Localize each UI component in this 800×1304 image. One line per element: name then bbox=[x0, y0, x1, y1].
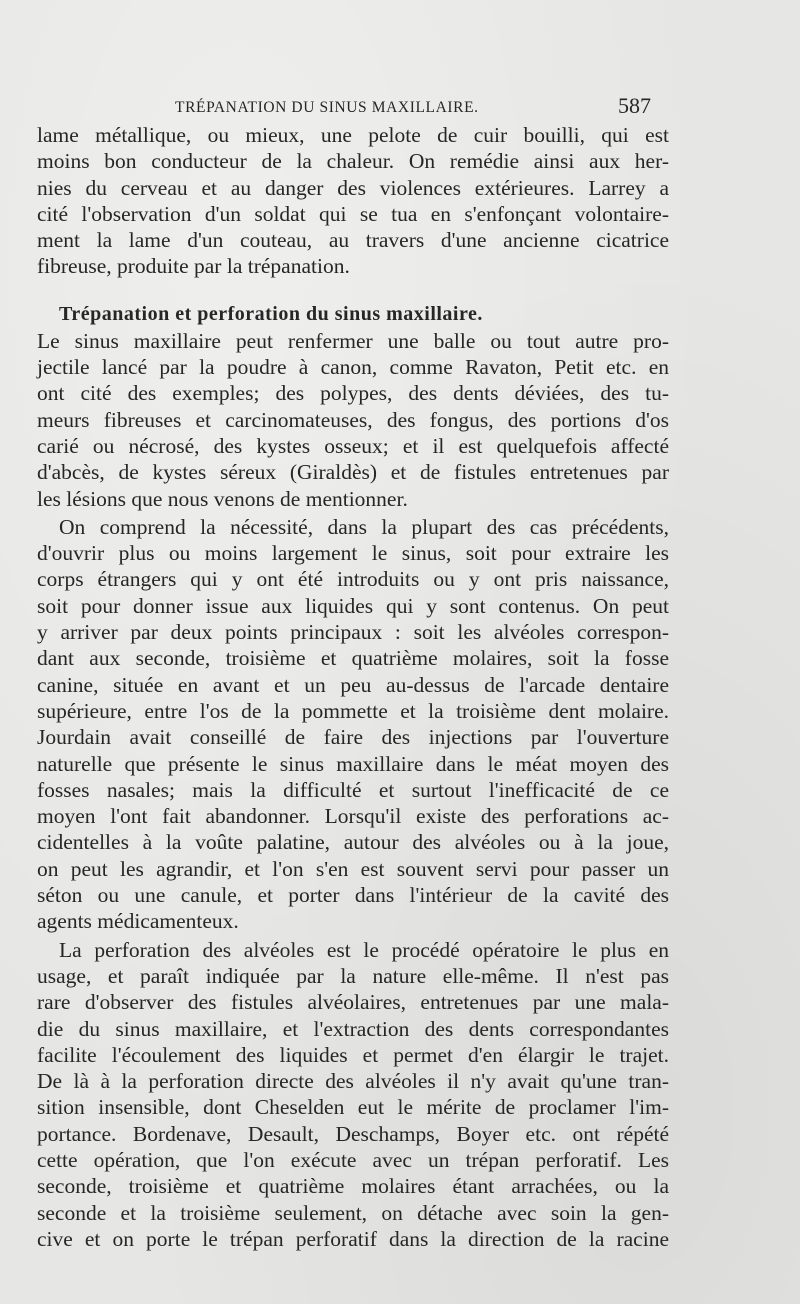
text-line: moins bon conducteur de la chaleur. On remédie ainsi aux her- bbox=[37, 149, 669, 174]
text-line: fibreuse, produite par la trépanation. bbox=[37, 254, 350, 279]
text-line: cette opération, que l'on exécute avec un trépan perforatif. Les bbox=[37, 1147, 669, 1172]
text-line: portance. Bordenave, Desault, Deschamps, Boyer etc. ont répété bbox=[37, 1121, 669, 1146]
text-line: cidentelles à la voûte palatine, autour des alvéoles ou à la joue, bbox=[37, 830, 669, 855]
text-line: dant aux seconde, troisième et quatrième molaires, soit la fosse bbox=[37, 646, 669, 671]
text-line: die du sinus maxillaire, et l'extraction des dents correspondantes bbox=[37, 1016, 669, 1041]
body-text bbox=[37, 122, 669, 1252]
paragraph bbox=[37, 937, 669, 1253]
text-line: d'abcès, de kystes séreux (Giraldès) et de fistules entretenues par bbox=[37, 460, 669, 485]
text-line: naturelle que présente le sinus maxillaire dans le méat moyen des bbox=[37, 751, 669, 776]
text-line: Le sinus maxillaire peut renfermer une balle ou tout autre pro- bbox=[37, 328, 669, 353]
text-line: canine, située en avant et un peu au-dessus de l'arcade dentaire bbox=[37, 672, 669, 697]
text-line: y arriver par deux points principaux : soit les alvéoles correspon- bbox=[37, 620, 669, 645]
text-line: seconde et la troisième seulement, on détache avec soin la gen- bbox=[37, 1200, 669, 1225]
text-line: rare d'observer des fistules alvéolaires, entretenues par une mala- bbox=[37, 990, 669, 1015]
text-line: carié ou nécrosé, des kystes osseux; et il est quelquefois affecté bbox=[37, 433, 669, 458]
text-line: nies du cerveau et au danger des violences extérieures. Larrey a bbox=[37, 175, 669, 200]
running-title: TRÉPANATION DU SINUS MAXILLAIRE. bbox=[175, 99, 479, 116]
paragraph-continuation bbox=[37, 122, 669, 280]
text-line: fosses nasales; mais la difficulté et surtout l'inefficacité de ce bbox=[37, 777, 669, 802]
text-line: cive et on porte le trépan perforatif dans la direction de la racine bbox=[37, 1226, 669, 1251]
text-line: On comprend la nécessité, dans la plupart des cas précédents, bbox=[59, 514, 669, 539]
text-line: supérieure, entre l'os de la pommette et la troisième dent molaire. bbox=[37, 698, 669, 723]
text-line: jectile lancé par la poudre à canon, comme Ravaton, Petit etc. en bbox=[37, 355, 669, 380]
text-line: moyen l'ont fait abandonner. Lorsqu'il existe des perforations ac- bbox=[37, 804, 669, 829]
text-line: ment la lame d'un couteau, au travers d'une ancienne cicatrice bbox=[37, 228, 669, 253]
paragraph bbox=[37, 514, 669, 935]
text-line: soit pour donner issue aux liquides qui y sont contenus. On peut bbox=[37, 593, 669, 618]
text-line: cité l'observation d'un soldat qui se tua en s'enfonçant volontaire- bbox=[37, 201, 669, 226]
page-number: 587 bbox=[618, 93, 651, 118]
text-line: facilite l'écoulement des liquides et permet d'en élargir le trajet. bbox=[37, 1042, 669, 1067]
text-line: Jourdain avait conseillé de faire des injections par l'ouverture bbox=[37, 725, 669, 750]
text-line: De là à la perforation directe des alvéoles il n'y avait qu'une tran- bbox=[37, 1069, 669, 1094]
text-line: on peut les agrandir, et l'on s'en est souvent servi pour passer un bbox=[37, 856, 669, 881]
text-line: corps étrangers qui y ont été introduits ou y ont pris naissance, bbox=[37, 567, 669, 592]
text-line: lame métallique, ou mieux, une pelote de cuir bouilli, qui est bbox=[37, 123, 669, 147]
text-line: ont cité des exemples; des polypes, des dents déviées, des tu- bbox=[37, 381, 669, 406]
text-line: séton ou une canule, et porter dans l'intérieur de la cavité des bbox=[37, 883, 669, 908]
text-line: usage, et paraît indiquée par la nature elle-même. Il n'est pas bbox=[37, 963, 669, 988]
text-line: sition insensible, dont Cheselden eut le mérite de proclamer l'im- bbox=[37, 1095, 669, 1120]
text-line: d'ouvrir plus ou moins largement le sinus, soit pour extraire les bbox=[37, 541, 669, 566]
text-line: La perforation des alvéoles est le procédé opératoire le plus en bbox=[59, 937, 669, 962]
text-line: agents médicamenteux. bbox=[37, 909, 239, 934]
text-line: les lésions que nous venons de mentionner. bbox=[37, 486, 408, 511]
running-header bbox=[0, 93, 800, 123]
text-line: seconde, troisième et quatrième molaires étant arrachées, ou la bbox=[37, 1174, 669, 1199]
text-line: meurs fibreuses et carcinomateuses, des fongus, des portions d'os bbox=[37, 407, 669, 432]
section-heading: Trépanation et perforation du sinus maxillaire. bbox=[59, 302, 483, 325]
paragraph bbox=[37, 328, 669, 512]
